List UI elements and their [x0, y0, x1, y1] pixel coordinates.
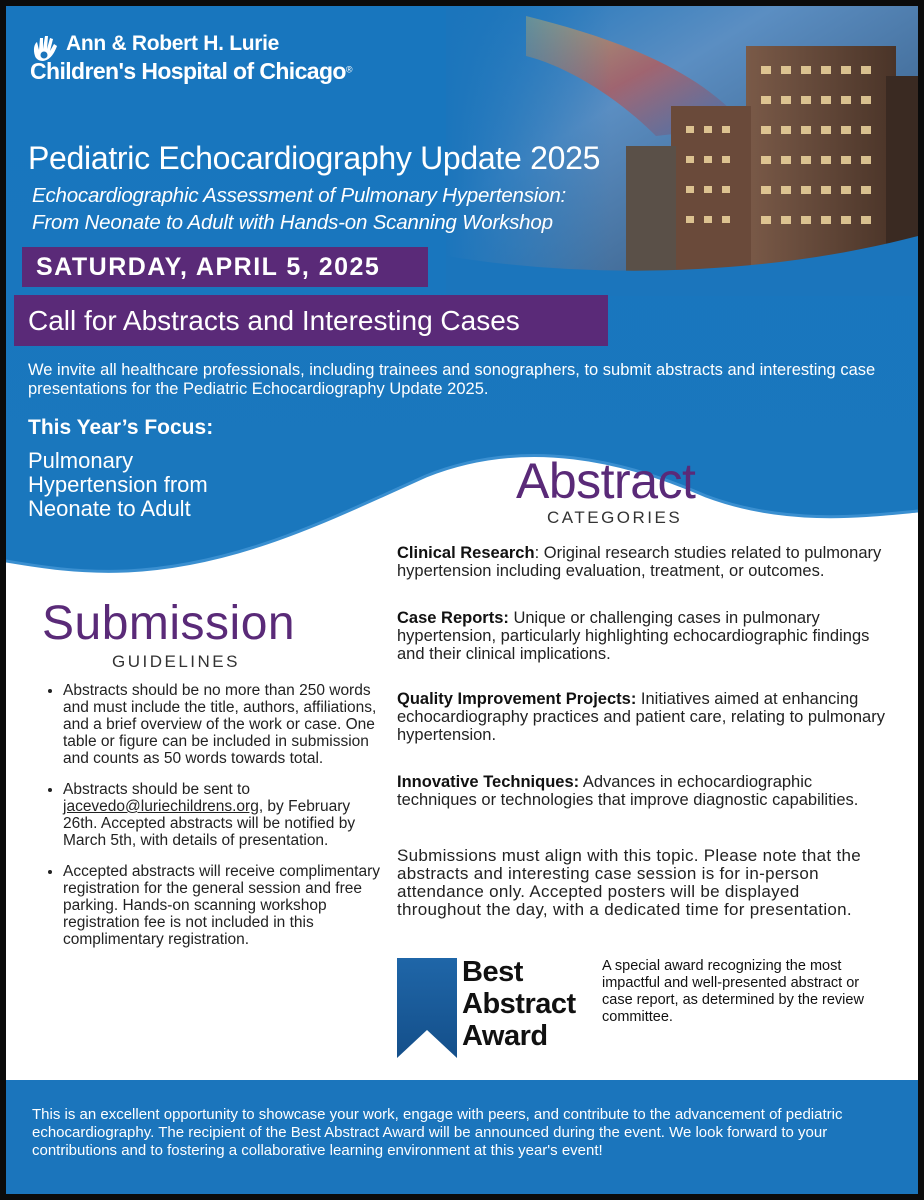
category-quality-improvement	[397, 690, 892, 744]
footer-banner	[6, 1080, 918, 1194]
category-text: Advances in echocardiographic techniques or technologies that improve diagnostic capabilities.	[397, 773, 859, 809]
guidelines-list	[42, 682, 381, 962]
guideline-text: Abstracts should be sent to	[63, 781, 250, 798]
award-line-2: Abstract	[462, 988, 576, 1020]
focus-line-2: Hypertension from	[28, 472, 208, 497]
logo-line-2-wrap	[30, 58, 353, 85]
abstract-subheading: CATEGORIES	[547, 508, 683, 527]
registered-mark: ®	[345, 64, 353, 75]
award-description: A special award recognizing the most impactful and well-presented abstract or case report, as determined by the review committee.	[602, 958, 864, 1025]
guideline-text: Abstracts should be no more than 250 words and must include the title, authors, affiliations, and a brief overview of the work or case. One table or figure can be included in submission and counts as 50 words towards total.	[63, 682, 377, 767]
footer-text: This is an excellent opportunity to showcase your work, engage with peers, and contribute to the advancement of pediatric echocardiography. The recipient of the Best Abstract Award will be announced during the event. We look forward to your contributions and to fostering a collaborative learning environment at this year's event!	[32, 1106, 843, 1159]
submission-subheading: GUIDELINES	[112, 652, 240, 671]
submission-heading: Submission	[42, 597, 296, 650]
category-case-reports	[397, 609, 892, 663]
invitation-text: We invite all healthcare professionals, including trainees and sonographers, to submit abstracts and interesting case presentations for the Pediatric Echocardiography Update 2025.	[28, 361, 876, 398]
category-text: Unique or challenging cases in pulmonary hypertension, particularly highlighting echocardiographic findings and their clinical implications.	[397, 609, 870, 663]
category-name: Innovative Techniques:	[397, 773, 580, 791]
page-subtitle	[32, 182, 566, 236]
category-clinical-research	[397, 544, 892, 580]
list-item	[63, 682, 381, 767]
guideline-text: Accepted abstracts will receive complimentary registration for the general session and free parking. Hands-on scanning workshop registration fee is not included in this complimentary registration.	[63, 863, 381, 948]
list-item	[63, 863, 381, 948]
contact-email-link[interactable]: jacevedo@luriechildrens.org	[63, 798, 259, 815]
subtitle-line-2: From Neonate to Adult with Hands-on Scanning Workshop	[32, 211, 553, 234]
award-title	[462, 956, 576, 1052]
logo-line-1: Ann & Robert H. Lurie	[66, 32, 280, 55]
submission-note: Submissions must align with this topic. Please note that the abstracts and interesting case session is for in-person attendance only. Accepted posters will be displayed throughout the day, with a dedicated time for presentation.	[397, 846, 862, 919]
guideline-text: , by February 26th. Accepted abstracts will be notified by March 5th, with details of presentation.	[63, 798, 356, 849]
logo-line-2: Children's Hospital of Chicago	[30, 58, 346, 84]
call-for-abstracts-heading: Call for Abstracts and Interesting Cases	[14, 295, 608, 346]
category-sep: :	[534, 544, 540, 562]
focus-text	[28, 449, 208, 521]
award-line-3: Award	[462, 1020, 548, 1052]
focus-line-1: Pulmonary	[28, 448, 134, 473]
focus-line-3: Neonate to Adult	[28, 496, 191, 521]
list-item	[63, 781, 381, 849]
subtitle-line-1: Echocardiographic Assessment of Pulmonary Hypertension:	[32, 184, 567, 207]
category-name: Case Reports:	[397, 609, 509, 627]
focus-heading: This Year’s Focus:	[28, 416, 214, 439]
award-line-1: Best	[462, 956, 523, 988]
category-text: Initiatives aimed at enhancing echocardiography practices and patient care, relating to pulmonary hypertension.	[397, 690, 885, 744]
award-ribbon-icon	[397, 958, 457, 1058]
flyer-page	[6, 6, 918, 1194]
event-date: SATURDAY, APRIL 5, 2025	[22, 247, 428, 287]
page-title: Pediatric Echocardiography Update 2025	[28, 140, 601, 176]
category-text: Original research studies related to pulmonary hypertension including evaluation, treatment, or outcomes.	[397, 544, 882, 580]
category-name: Quality Improvement Projects:	[397, 690, 637, 708]
category-innovative-techniques	[397, 773, 892, 809]
category-name: Clinical Research	[397, 544, 535, 562]
abstract-heading: Abstract	[516, 453, 696, 509]
